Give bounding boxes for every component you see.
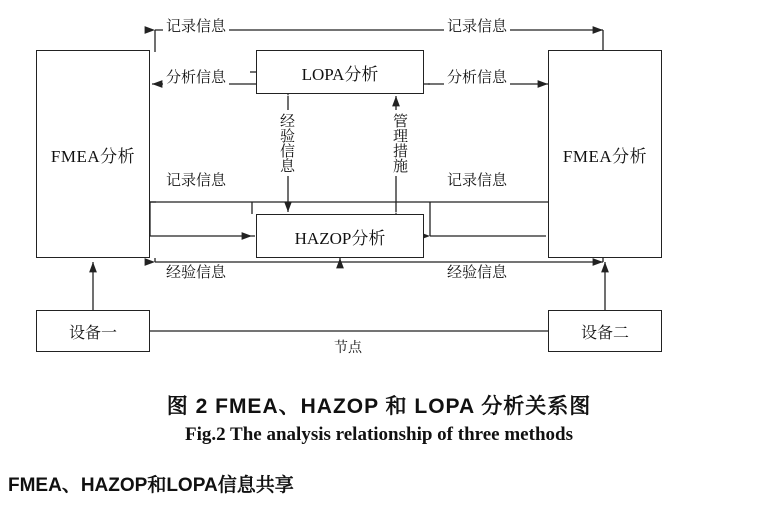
node-device-right-label: 设备二 xyxy=(580,324,629,342)
node-fmea-left xyxy=(36,50,150,258)
node-fmea-left-label: FMEA分析 xyxy=(50,146,136,166)
node-device-left-label: 设备一 xyxy=(68,324,117,342)
node-lopa xyxy=(256,50,424,94)
figure-caption-english: Fig.2 The analysis relationship of three methods xyxy=(185,424,573,445)
edge-label-record-mid-left: 记录信息 xyxy=(163,172,229,190)
edge-label-analysis-left: 分析信息 xyxy=(163,69,229,87)
edge-label-record-top-left: 记录信息 xyxy=(163,18,229,36)
node-lopa-label: LOPA分析 xyxy=(301,64,379,84)
edge-label-experience-bottom-left: 经验信息 xyxy=(163,264,229,282)
edge-label-experience-bottom-right: 经验信息 xyxy=(444,264,510,282)
edge-label-record-mid-right: 记录信息 xyxy=(444,172,510,190)
footer-note: FMEA、HAZOP和LOPA信息共享 xyxy=(8,475,294,496)
figure-caption-chinese: 图 2 FMEA、HAZOP 和 LOPA 分析关系图 xyxy=(166,395,592,418)
node-hazop xyxy=(256,214,424,258)
node-device-left xyxy=(36,310,150,352)
node-fmea-right-label: FMEA分析 xyxy=(562,146,648,166)
edge-label-record-top-right: 记录信息 xyxy=(444,18,510,36)
edge-label-management-vertical: 管理措施 xyxy=(390,110,407,176)
edge-label-node: 节点 xyxy=(330,337,366,357)
node-fmea-right xyxy=(548,50,662,258)
edge-label-analysis-right: 分析信息 xyxy=(444,69,510,87)
node-device-right xyxy=(548,310,662,352)
edge-label-experience-vertical: 经验信息 xyxy=(277,110,294,176)
node-hazop-label: HAZOP分析 xyxy=(294,228,386,248)
